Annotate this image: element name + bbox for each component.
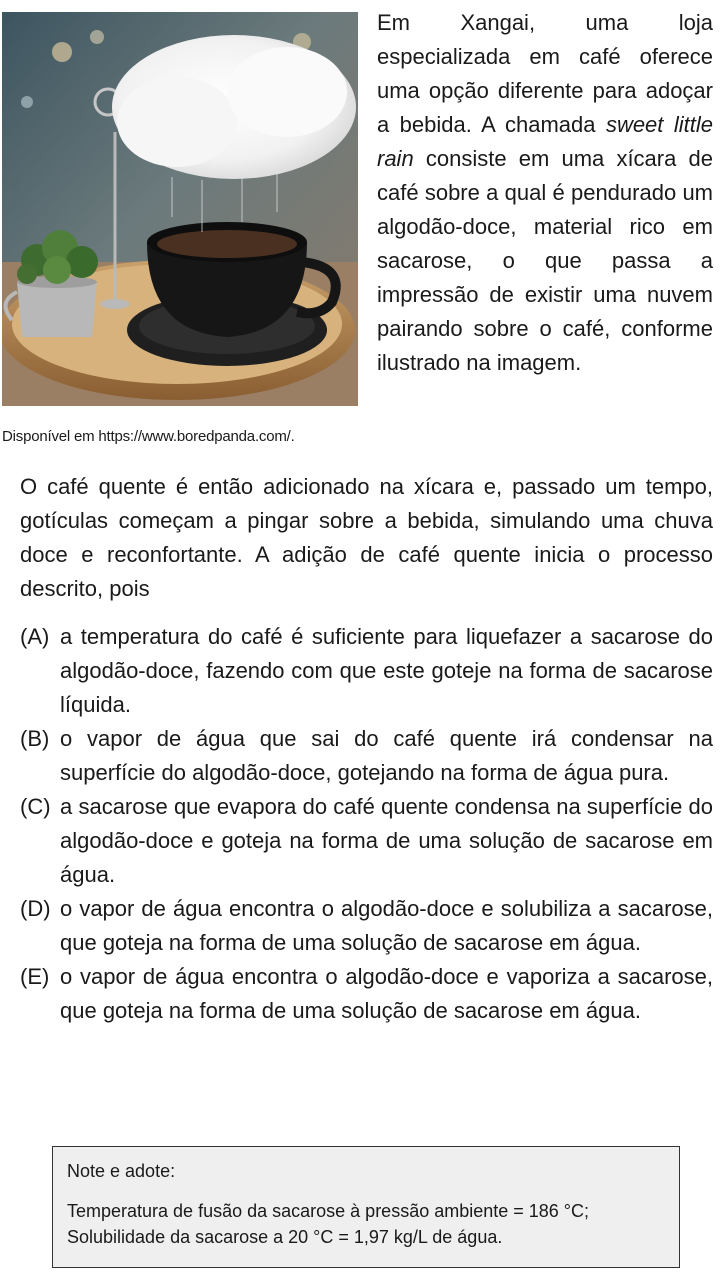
answer-options — [20, 620, 713, 1028]
source-caption: Disponível em https://www.boredpanda.com/. — [2, 428, 295, 445]
option-e[interactable] — [20, 960, 713, 1028]
option-b[interactable] — [20, 722, 713, 790]
intro-italic-term: sweet little rain — [377, 112, 713, 171]
option-letter: (A) — [20, 624, 50, 649]
option-a[interactable] — [20, 620, 713, 722]
option-c[interactable] — [20, 790, 713, 892]
option-text: o vapor de água encontra o algodão-doce e solubiliza a sacarose, que goteja na forma de uma solução de sacarose em água. — [60, 896, 713, 955]
intro-paragraph — [377, 6, 713, 380]
note-solubility: Solubilidade da sacarose a 20 °C = 1,97 kg/L de água. — [67, 1227, 503, 1247]
option-letter: (E) — [20, 964, 50, 989]
intro-text-2: consiste em uma xícara de café sobre a qual é pendurado um algodão-doce, material rico em sacarose, o que passa a impressão de existir uma nuvem pairando sobre o café, conforme ilustrado na imagem. — [377, 146, 713, 375]
coffee-cotton-candy-photo — [2, 12, 358, 406]
option-letter: (B) — [20, 726, 50, 751]
note-box — [52, 1146, 680, 1268]
option-letter: (C) — [20, 794, 51, 819]
option-text: a sacarose que evapora do café quente condensa na superfície do algodão-doce e goteja na forma de uma solução de sacarose em água. — [60, 794, 713, 887]
note-melting-point: Temperatura de fusão da sacarose à pressão ambiente = 186 °C; — [67, 1201, 590, 1221]
option-text: o vapor de água que sai do café quente irá condensar na superfície do algodão-doce, gotejando na forma de água pura. — [60, 726, 713, 785]
intro-text-1: Em Xangai, uma loja especializada em café oferece uma opção diferente para adoçar a bebida. A chamada — [377, 10, 713, 137]
note-title: Note e adote: — [67, 1161, 176, 1181]
option-text: a temperatura do café é suficiente para liquefazer a sacarose do algodão-doce, fazendo com que este goteje na forma de sacarose líquida. — [60, 624, 713, 717]
option-d[interactable] — [20, 892, 713, 960]
question-stem: O café quente é então adicionado na xícara e, passado um tempo, gotículas começam a pingar sobre a bebida, simulando uma chuva doce e reconfortante. A adição de café quente inicia o processo descrito, pois — [20, 474, 713, 601]
option-text: o vapor de água encontra o algodão-doce e vaporiza a sacarose, que goteja na forma de uma solução de sacarose em água. — [60, 964, 713, 1023]
option-letter: (D) — [20, 896, 51, 921]
